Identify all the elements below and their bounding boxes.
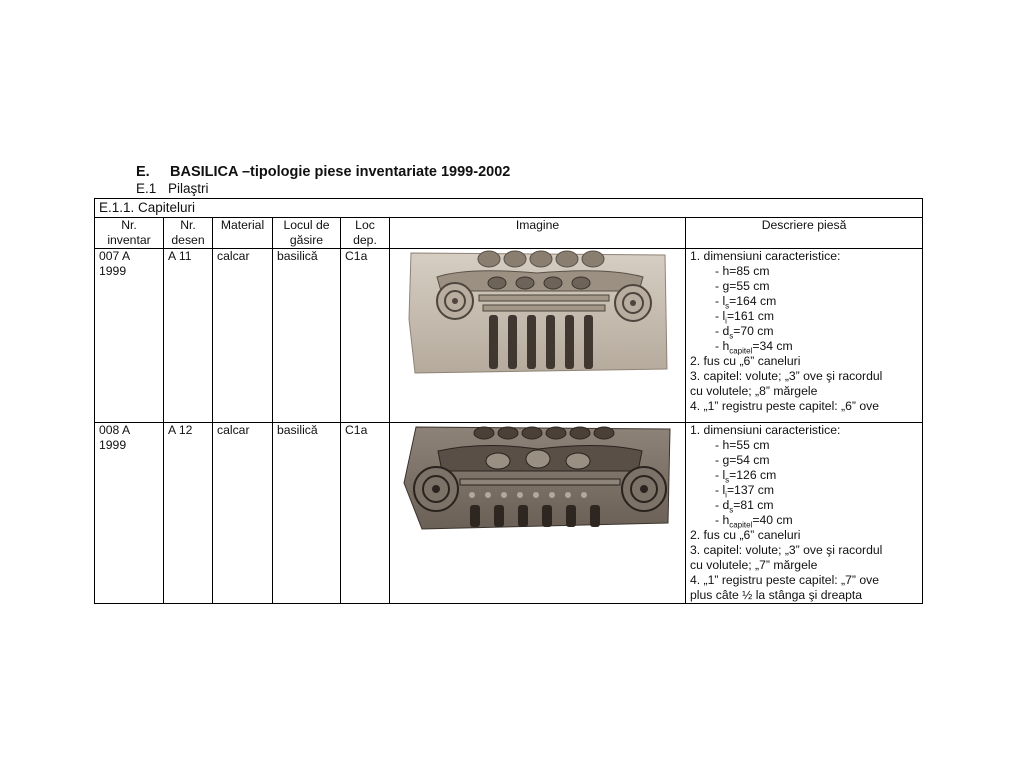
desc-registru-1: 4. „1” registru peste capitel: „6” ove — [690, 399, 879, 413]
document-heading — [136, 164, 510, 180]
table-row — [95, 249, 923, 423]
desc-ls-pre: - l — [715, 468, 726, 482]
desc-hc-sub: capitel — [729, 346, 753, 356]
header-nr-desen — [164, 218, 213, 249]
desc-hc-pre: - h — [715, 339, 730, 353]
header-row — [95, 218, 923, 249]
desc-capitel-1: 3. capitel: volute; „3” ove şi racordul — [690, 543, 883, 557]
desc-hc-pre: - h — [715, 513, 730, 527]
desc-capitel-2: cu volutele; „7” mărgele — [690, 558, 818, 572]
header-nr-inventar-line1: Nr. — [121, 218, 137, 232]
cell-loc-dep: C1a — [341, 423, 390, 604]
desc-ls-sub: s — [725, 475, 730, 485]
desc-li-val: =161 cm — [726, 309, 775, 323]
desc-hc — [690, 339, 918, 354]
header-nr-desen-line2: desen — [171, 233, 205, 247]
desc-li-pre: - l — [715, 483, 726, 497]
heading-letter: E. — [136, 164, 150, 180]
header-imagine: Imagine — [390, 218, 686, 249]
inventar-line2: 1999 — [99, 264, 127, 278]
header-material: Material — [213, 218, 273, 249]
desc-ds-pre: - d — [715, 324, 730, 338]
desc-g: - g=55 cm — [715, 279, 770, 293]
cell-locul: basilică — [273, 249, 341, 423]
cell-description — [686, 249, 923, 423]
desc-li — [690, 483, 918, 498]
header-nr-inventar-line2: inventar — [107, 233, 151, 247]
cell-locul: basilică — [273, 423, 341, 604]
cell-desen: A 12 — [164, 423, 213, 604]
cell-inventar — [95, 423, 164, 604]
desc-ls-val: =126 cm — [729, 468, 777, 482]
section-title-row — [95, 199, 923, 218]
desc-intro: 1. dimensiuni caracteristice: — [690, 423, 841, 437]
desc-g: - g=54 cm — [715, 453, 770, 467]
desc-fus: 2. fus cu „6” caneluri — [690, 354, 801, 368]
desc-ls — [690, 468, 918, 483]
desc-fus: 2. fus cu „6” caneluri — [690, 528, 801, 542]
header-descriere: Descriere piesă — [686, 218, 923, 249]
desc-ds-sub: s — [729, 331, 734, 341]
inventar-line1: 008 A — [99, 423, 131, 437]
desc-ds-pre: - d — [715, 498, 730, 512]
desc-h: - h=85 cm — [715, 264, 770, 278]
header-loc-dep-line1: Loc — [355, 218, 375, 232]
desc-ds — [690, 324, 918, 339]
inventory-table — [94, 198, 923, 604]
inventar-line1: 007 A — [99, 249, 131, 263]
heading-title: BASILICA –tipologie piese inventariate 1999-2002 — [170, 164, 511, 180]
desc-registru-2: plus câte ½ la stânga şi dreapta — [690, 588, 863, 602]
header-nr-inventar — [95, 218, 164, 249]
desc-ds-sub: s — [729, 505, 734, 515]
header-loc-dep — [341, 218, 390, 249]
desc-registru-1: 4. „1” registru peste capitel: „7” ove — [690, 573, 879, 587]
capital-photo — [407, 249, 669, 377]
desc-li — [690, 309, 918, 324]
header-locul — [273, 218, 341, 249]
desc-capitel-1: 3. capitel: volute; „3” ove şi racordul — [690, 369, 883, 383]
cell-image — [390, 423, 686, 604]
cell-image — [390, 249, 686, 423]
header-locul-line1: Locul de — [283, 218, 330, 232]
document-subheading — [136, 181, 209, 196]
cell-description — [686, 423, 923, 604]
cell-loc-dep: C1a — [341, 249, 390, 423]
desc-ls-sub: s — [725, 301, 730, 311]
cell-desen: A 11 — [164, 249, 213, 423]
desc-ds-val: =70 cm — [733, 324, 774, 338]
cell-material: calcar — [213, 249, 273, 423]
capital-photo — [402, 423, 674, 535]
desc-li-val: =137 cm — [726, 483, 775, 497]
desc-li-sub: i — [725, 316, 727, 326]
desc-h: - h=55 cm — [715, 438, 770, 452]
cell-material: calcar — [213, 423, 273, 604]
desc-hc — [690, 513, 918, 528]
table-row — [95, 423, 923, 604]
desc-li-sub: i — [725, 490, 727, 500]
desc-hc-sub: capitel — [729, 520, 753, 530]
subheading-number: E.1 — [136, 181, 157, 196]
cell-inventar — [95, 249, 164, 423]
desc-ls-pre: - l — [715, 294, 726, 308]
section-title: E.1.1. Capiteluri — [95, 199, 923, 218]
inventar-line2: 1999 — [99, 438, 127, 452]
desc-li-pre: - l — [715, 309, 726, 323]
desc-ds — [690, 498, 918, 513]
desc-ls-val: =164 cm — [729, 294, 777, 308]
desc-capitel-2: cu volutele; „8” mărgele — [690, 384, 818, 398]
header-loc-dep-line2: dep. — [353, 233, 377, 247]
header-locul-line2: găsire — [289, 233, 324, 247]
subheading-title: Pilaştri — [168, 181, 209, 196]
desc-hc-val: =40 cm — [752, 513, 793, 527]
desc-hc-val: =34 cm — [752, 339, 793, 353]
desc-intro: 1. dimensiuni caracteristice: — [690, 249, 841, 263]
desc-ls — [690, 294, 918, 309]
header-nr-desen-line1: Nr. — [180, 218, 196, 232]
desc-ds-val: =81 cm — [733, 498, 774, 512]
